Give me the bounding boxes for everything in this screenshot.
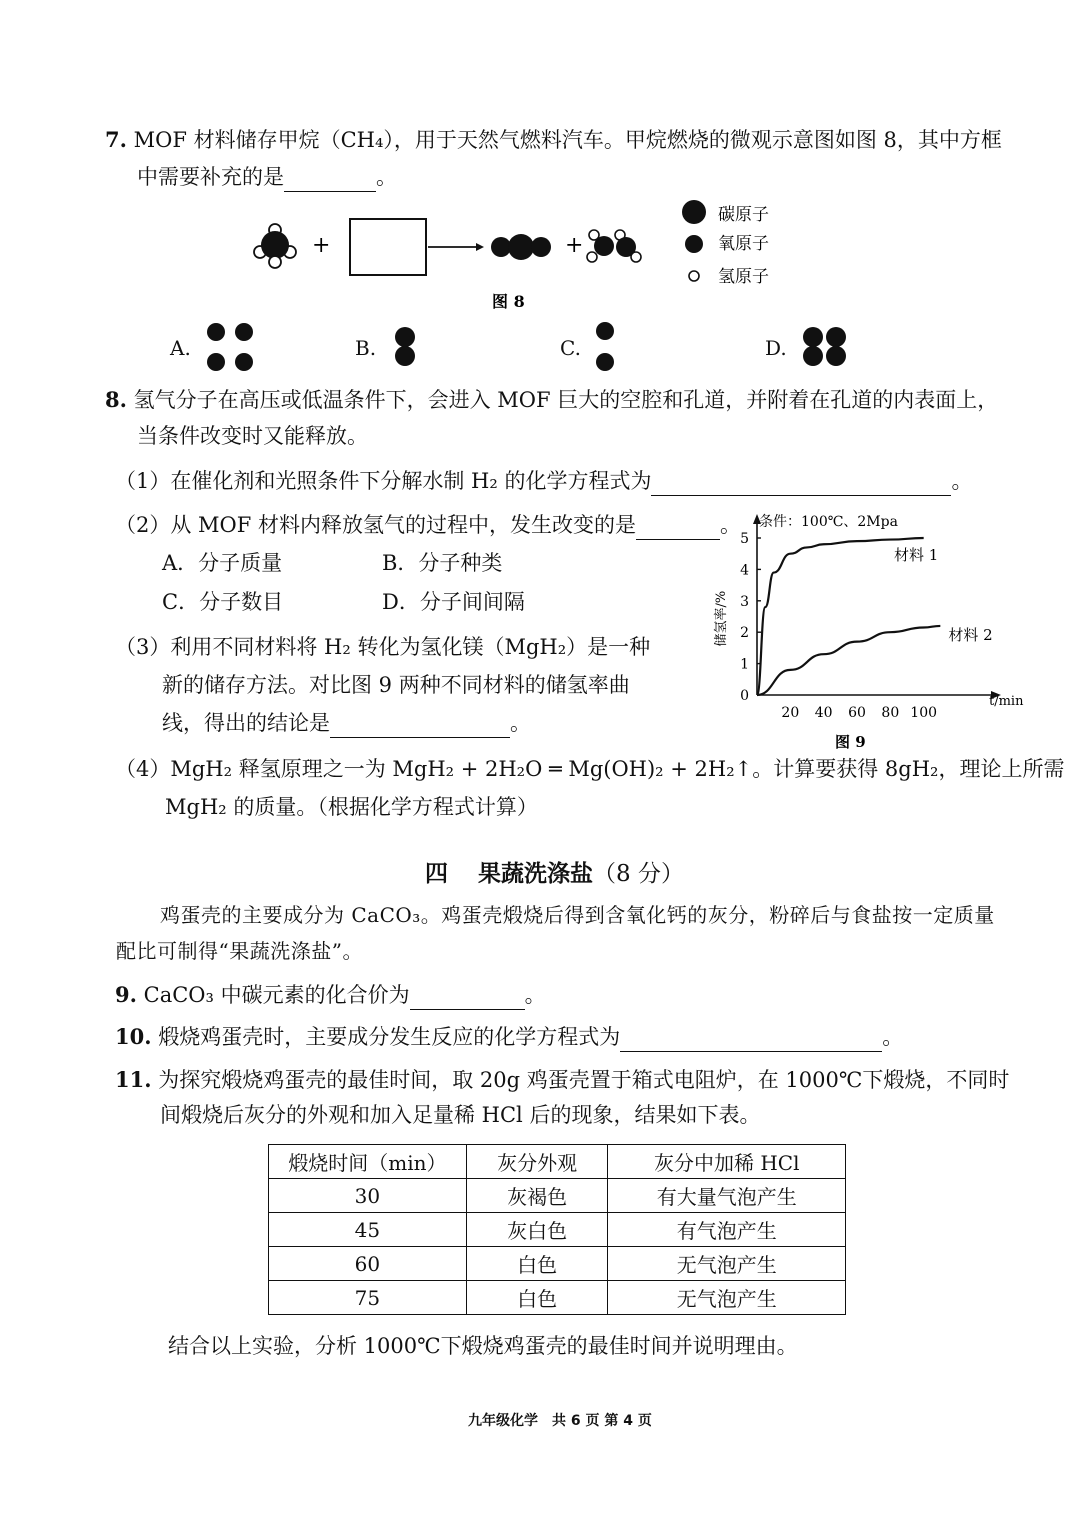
q10-number: 10.	[115, 1024, 152, 1049]
q8-part1	[115, 466, 972, 496]
figure-8-diagram	[240, 195, 800, 325]
q8-part1-text: （1）在催化剂和光照条件下分解水制 H₂ 的化学方程式为	[115, 469, 652, 493]
calcination-results-table	[268, 1144, 846, 1315]
section-4-number: 四	[425, 860, 448, 887]
q8-option-c[interactable]: C．分子数目	[162, 590, 284, 614]
table-row	[269, 1281, 846, 1315]
q9-end: 。	[524, 983, 546, 1007]
table-cell: 45	[269, 1213, 467, 1247]
legend-oxygen: 氧原子	[718, 234, 769, 254]
q7-text: MOF 材料储存甲烷（CH₄），用于天然气燃料汽车。甲烷燃烧的微观示意图如图 8，其中方框	[133, 128, 1002, 152]
section-4-title	[425, 855, 684, 888]
q11-number: 11.	[115, 1067, 152, 1092]
q7-text-2: 中需要补充的是	[137, 165, 284, 189]
chart-title: 条件：100℃、2Mpa	[759, 514, 898, 530]
y-tick-label: 1	[740, 656, 749, 673]
legend-hydrogen: 氢原子	[718, 267, 769, 287]
methane-molecule	[254, 224, 296, 268]
table-cell: 60	[269, 1247, 467, 1281]
table-cell: 灰白色	[466, 1213, 608, 1247]
y-tick-label: 5	[740, 531, 749, 547]
co2-molecule	[491, 234, 551, 260]
table-row	[269, 1213, 846, 1247]
table-cell: 无气泡产生	[608, 1281, 846, 1315]
y-tick-label: 3	[740, 593, 749, 610]
y-tick-label: 4	[740, 562, 749, 579]
q11-conclusion-prompt: 结合以上实验，分析 1000℃下煅烧鸡蛋壳的最佳时间并说明理由。	[168, 1334, 798, 1358]
q7-option-c-label[interactable]: C.	[560, 336, 581, 360]
q8-part1-blank[interactable]	[651, 471, 951, 496]
q8-part3-end: 。	[510, 711, 531, 735]
water-molecules	[587, 230, 641, 262]
table-cell: 75	[269, 1281, 467, 1315]
legend-material-2: 材料 2	[948, 625, 993, 644]
q7-option-d-diagram	[800, 325, 850, 369]
x-tick-label: 100	[910, 705, 938, 721]
q8-part4-line2: MgH₂ 的质量。（根据化学方程式计算）	[165, 795, 538, 819]
q7-option-a-diagram	[200, 318, 260, 376]
figure-8-caption: 图 8	[492, 292, 525, 311]
carbon-atom-icon	[682, 200, 706, 224]
q8-text: 氢气分子在高压或低温条件下，会进入 MOF 巨大的空腔和孔道，并附着在孔道的内表面上，	[133, 388, 999, 412]
table-cell: 有大量气泡产生	[608, 1179, 846, 1213]
q7-line2	[137, 162, 397, 192]
series-material-2	[757, 626, 940, 695]
section-4-intro-1: 鸡蛋壳的主要成分为 CaCO₃。鸡蛋壳煅烧后得到含氧化钙的灰分，粉碎后与食盐按一定质量	[160, 903, 995, 927]
figure-8-legend	[682, 200, 769, 287]
q8-option-d[interactable]: D．分子间间隔	[382, 590, 525, 614]
x-tick-label: 80	[881, 705, 900, 721]
q8-option-a[interactable]: A．分子质量	[162, 551, 283, 575]
q7-number: 7.	[105, 127, 127, 152]
q7-option-a-label[interactable]: A.	[170, 336, 191, 360]
table-cell: 白色	[466, 1247, 608, 1281]
table-header: 灰分外观	[466, 1145, 608, 1179]
table-cell: 白色	[466, 1281, 608, 1315]
x-tick-label: 40	[814, 705, 833, 721]
y-tick-label: 2	[740, 625, 749, 642]
section-4-name: 果蔬洗涤盐	[478, 860, 594, 887]
q8-line2: 当条件改变时又能释放。	[137, 424, 368, 448]
plus-sign-2: +	[565, 233, 584, 258]
page-footer: 九年级化学 共 6 页 第 4 页	[468, 1413, 652, 1429]
q11-line2: 间煅烧后灰分的外观和加入足量稀 HCl 后的现象，结果如下表。	[160, 1103, 761, 1127]
blank-box[interactable]	[350, 219, 426, 275]
table-row	[269, 1179, 846, 1213]
section-4-score: （8 分）	[593, 861, 684, 887]
q8-part2-end: 。	[720, 513, 741, 537]
x-tick-label: 60	[848, 705, 866, 721]
q10-text: 煅烧鸡蛋壳时，主要成分发生反应的化学方程式为	[158, 1025, 621, 1049]
q9-number: 9.	[115, 982, 137, 1007]
q8-part1-end: 。	[951, 469, 973, 493]
q7-option-b-diagram	[390, 325, 420, 369]
table-row	[269, 1247, 846, 1281]
q8-part3-blank[interactable]	[330, 713, 510, 738]
q7-option-c-diagram	[592, 320, 618, 374]
y-tick-label: 0	[740, 688, 749, 704]
q8-option-b[interactable]: B．分子种类	[382, 551, 503, 575]
table-header: 灰分中加稀 HCl	[608, 1145, 846, 1179]
table-cell: 无气泡产生	[608, 1247, 846, 1281]
q9-text: CaCO₃ 中碳元素的化合价为	[143, 983, 410, 1007]
q10-line	[115, 1022, 903, 1052]
table-cell: 30	[269, 1179, 467, 1213]
q8-part3-line1: （3）利用不同材料将 H₂ 转化为氢化镁（MgH₂）是一种	[115, 635, 651, 659]
q9-answer-blank[interactable]	[410, 985, 525, 1010]
q11-line1	[115, 1065, 1009, 1095]
chart-y-label: 储氢率/%	[714, 590, 729, 647]
q9-line	[115, 980, 546, 1010]
q8-part4-line1: （4）MgH₂ 释氢原理之一为 MgH₂ + 2H₂O ═ Mg(OH)₂ + 2H₂↑。计算要获得 8gH₂，理论上所需	[115, 757, 1065, 781]
table-cell: 灰褐色	[466, 1179, 608, 1213]
hydrogen-atom-icon	[689, 271, 699, 281]
q10-end: 。	[882, 1025, 904, 1049]
q8-part3-text: 线，得出的结论是	[162, 711, 330, 735]
figure-9-caption: 图 9	[835, 733, 866, 751]
section-4-intro-2: 配比可制得“果蔬洗涤盐”。	[116, 939, 363, 963]
legend-carbon: 碳原子	[718, 205, 769, 225]
oxygen-atom-icon	[685, 235, 703, 253]
q8-part2	[115, 510, 741, 540]
table-header-row	[269, 1145, 846, 1179]
table-header: 煅烧时间（min）	[269, 1145, 467, 1179]
figure-9-chart	[700, 505, 1024, 755]
q8-part3-line2: 新的储存方法。对比图 9 两种不同材料的储氢率曲	[162, 673, 630, 697]
table-cell: 有气泡产生	[608, 1213, 846, 1247]
q7-answer-blank[interactable]	[284, 167, 376, 192]
q8-number: 8.	[105, 387, 127, 412]
q8-part2-text: （2）从 MOF 材料内释放氢气的过程中，发生改变的是	[115, 513, 636, 537]
q8-part3-line3	[162, 708, 531, 738]
q7-period: 。	[376, 165, 397, 189]
arrow-head	[476, 243, 484, 251]
q7-option-d-label[interactable]: D.	[765, 336, 787, 360]
chart-x-label: t/min	[989, 694, 1024, 709]
q7-option-b-label[interactable]: B.	[355, 336, 377, 360]
plus-sign: +	[312, 233, 331, 258]
q7-line1	[105, 125, 1002, 155]
x-tick-label: 20	[781, 705, 800, 721]
q8-line1	[105, 385, 998, 415]
legend-material-1: 材料 1	[894, 546, 939, 564]
q11-text: 为探究煅烧鸡蛋壳的最佳时间，取 20g 鸡蛋壳置于箱式电阻炉，在 1000℃下煅烧，不同时	[158, 1068, 1010, 1092]
q10-answer-blank[interactable]	[620, 1027, 882, 1052]
